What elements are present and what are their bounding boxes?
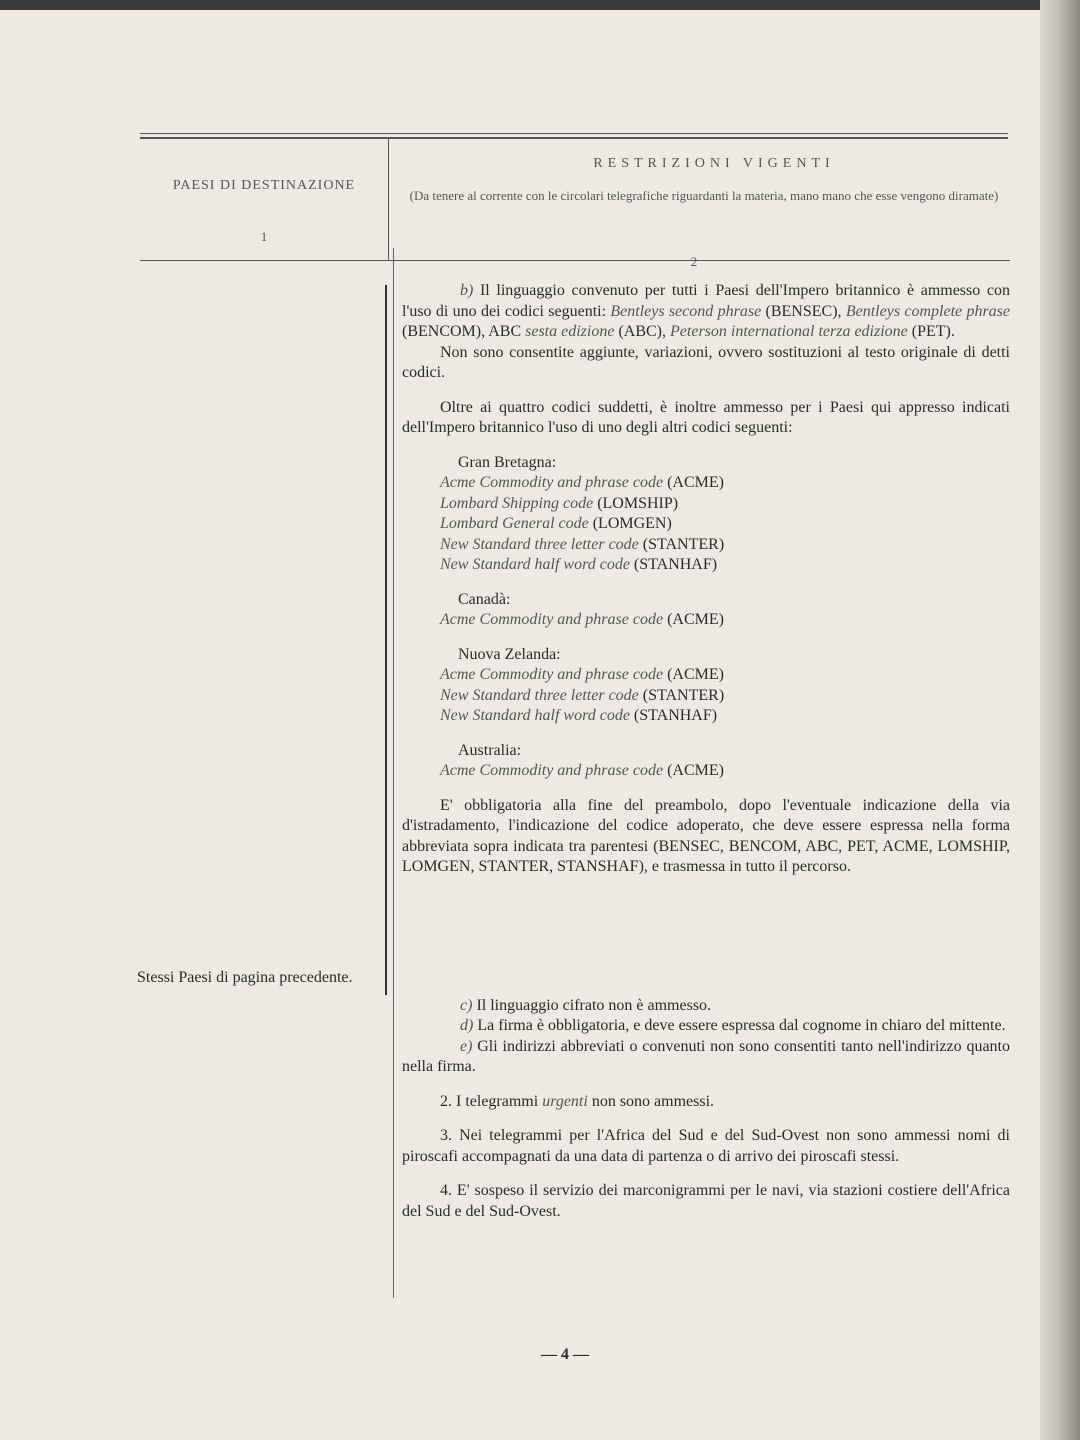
code-line: Acme Commodity and phrase code (ACME): [440, 666, 724, 683]
scan-top-edge: [0, 0, 1080, 10]
code-line: Acme Commodity and phrase code (ACME): [440, 762, 724, 779]
code-line: Acme Commodity and phrase code (ACME): [440, 474, 724, 491]
column-2-number: 2: [690, 254, 698, 269]
column-divider-bold: [385, 285, 387, 995]
code-line: New Standard three letter code (STANTER): [440, 686, 725, 704]
scan-right-edge: [1040, 0, 1080, 1440]
header-column-divider: [388, 138, 389, 260]
paragraph-4: 4. E' sospeso il servizio dei marconigrammi per le navi, via stazioni costiere dell'Africa del Sud e del Sud-Ovest.: [402, 1182, 1010, 1220]
column-2-subheader: (Da tenere al corrente con le circolari telegrafiche riguardanti la materia, mano mano che esse vengono diramate): [409, 188, 999, 203]
page-number: — 4 —: [541, 1346, 589, 1363]
paragraph-c: c) Il linguaggio cifrato non è ammesso.: [460, 996, 712, 1014]
paragraph-2: 2. I telegrammi urgenti non sono ammessi.: [440, 1092, 715, 1110]
country-australia: Australia:: [458, 741, 522, 759]
table-top-rule-thick: [140, 137, 1008, 139]
destination-note: Stessi Paesi di pagina precedente.: [137, 969, 353, 986]
country-canada: Canadà:: [458, 590, 511, 608]
code-line: Lombard Shipping code (LOMSHIP): [440, 494, 679, 512]
code-line: Lombard General code (LOMGEN): [440, 515, 672, 532]
paragraph-3: 3. Nei telegrammi per l'Africa del Sud e del Sud-Ovest non sono ammessi nomi di piroscafi accompagnati da una data di partenza o di arrivo dei piroscafi stessi.: [402, 1127, 1010, 1165]
paragraph-b-4: E' obbligatoria alla fine del preambolo, dopo l'eventuale indicazione della via d'istradamento, l'indicazione del codice adoperato, che deve essere espressa nella forma abbreviata sopra indicata tra parentesi (BENSEC, BENCOM, ABC, PET, ACME, LOMSHIP, LOMGEN, STANTER, STANSHAF), e trasmessa in tutto il percorso.: [402, 796, 1010, 875]
code-line: New Standard half word code (STANHAF): [440, 707, 718, 724]
country-nuova-zelanda: Nuova Zelanda:: [458, 645, 561, 663]
code-line: Acme Commodity and phrase code (ACME): [440, 611, 724, 628]
paragraph-b: b) Il linguaggio convenuto per tutti i Paesi dell'Impero britannico è ammesso con l'uso di uno dei codici seguenti: Bentleys second phrase (BENSEC), Bentleys complete phrase (BENCOM), ABC sesta edizione (ABC), Peterson international terza edizione (PET).: [402, 282, 1011, 340]
column-1-number: 1: [260, 229, 268, 244]
column-2-header: RESTRIZIONI VIGENTI: [593, 156, 835, 171]
paragraph-e: e) Gli indirizzi abbreviati o convenuti non sono consentiti tanto nell'indirizzo quanto nella firma.: [402, 1037, 1010, 1075]
country-gran-bretagna: Gran Bretagna:: [458, 453, 557, 471]
code-line: New Standard half word code (STANHAF): [440, 556, 718, 573]
table-top-rule: [140, 133, 1008, 134]
column-1-header: PAESI DI DESTINAZIONE: [172, 178, 356, 193]
restrictions-column: [402, 281, 1010, 1222]
column-divider: [393, 248, 394, 1298]
paragraph-b-3: Oltre ai quattro codici suddetti, è inoltre ammesso per i Paesi qui appresso indicati dell'Impero britannico l'uso di uno degli altri codici seguenti:: [402, 398, 1010, 436]
code-line: New Standard three letter code (STANTER): [440, 535, 725, 553]
paragraph-d: d) La firma è obbligatoria, e deve essere espressa dal cognome in chiaro del mittente.: [460, 1017, 1006, 1034]
paragraph-b-2: Non sono consentite aggiunte, variazioni, ovvero sostituzioni al testo originale di detti codici.: [402, 343, 1010, 381]
